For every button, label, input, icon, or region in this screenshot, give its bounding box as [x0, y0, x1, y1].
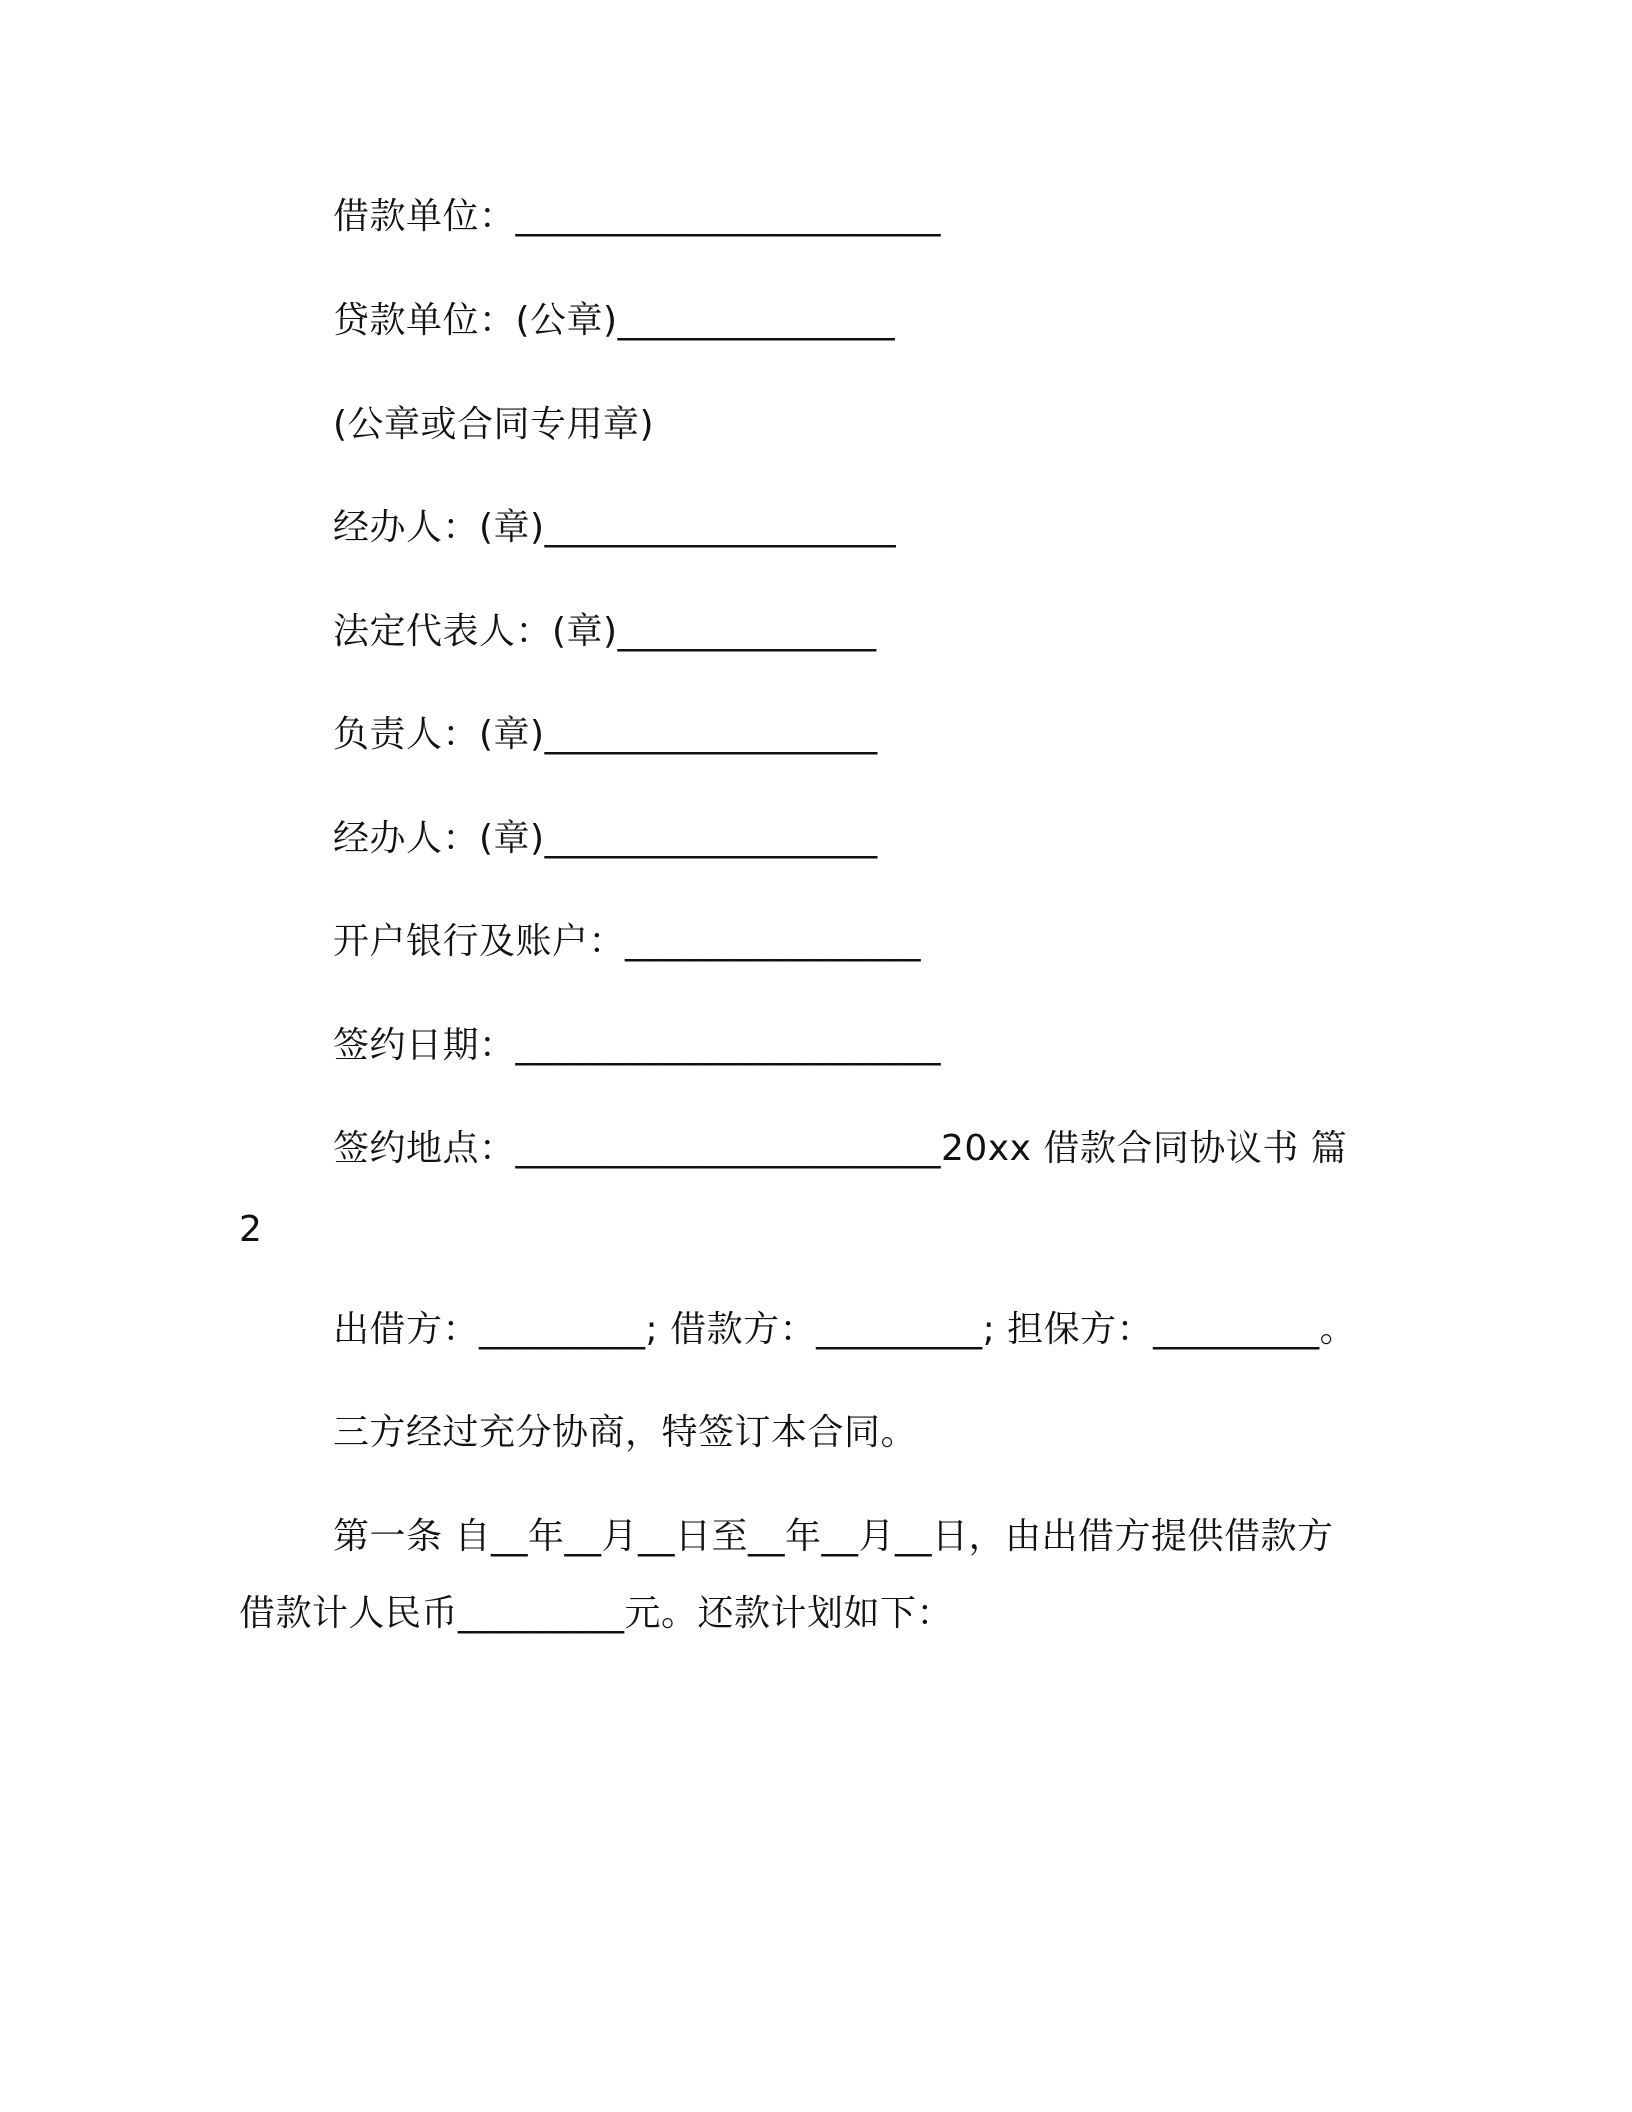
- article-one-continuation: 借款计人民币_________元。还款计划如下：: [239, 1593, 954, 1634]
- signing-place-line: 签约地点：_______________________20xx 借款合同协议书 篇: [333, 1128, 1348, 1169]
- article-one-line: 第一条 自__年__月__日至__年__月__日，由出借方提供借款方: [333, 1516, 1334, 1557]
- handler-line-2: 经办人：(章)__________________: [333, 818, 878, 859]
- section-number: 2: [239, 1209, 263, 1250]
- bank-account-line: 开户银行及账户：________________: [333, 921, 922, 962]
- responsible-person-line: 负责人：(章)__________________: [333, 714, 878, 755]
- parties-line: 出借方：_________; 借款方：_________; 担保方：_________。: [333, 1309, 1357, 1350]
- borrower-unit-line: 借款单位：_______________________: [333, 196, 942, 237]
- handler-line: 经办人：(章)___________________: [333, 507, 897, 548]
- agreement-intro-line: 三方经过充分协商，特签订本合同。: [333, 1412, 918, 1453]
- lender-unit-line: 贷款单位：(公章)_______________: [333, 300, 896, 341]
- legal-representative-line: 法定代表人：(章)______________: [333, 611, 877, 652]
- seal-note-line: (公章或合同专用章): [333, 404, 655, 445]
- signing-date-line: 签约日期：_______________________: [333, 1025, 942, 1066]
